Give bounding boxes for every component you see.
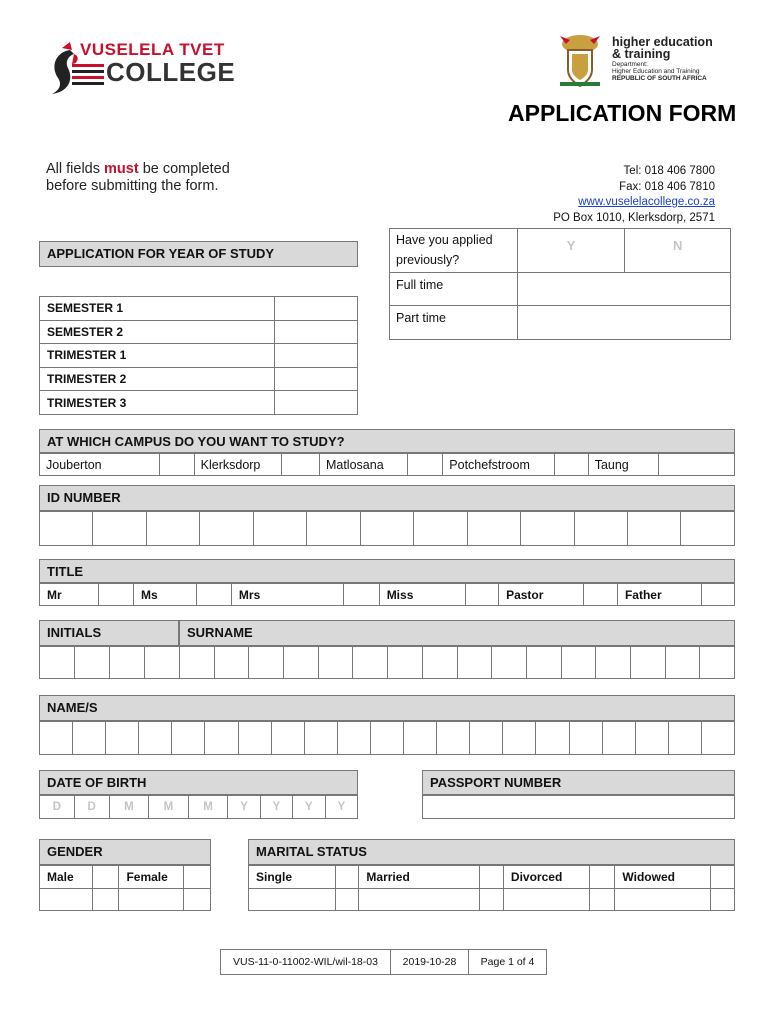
gender-blank — [119, 889, 184, 911]
dob-digit-box[interactable]: M — [149, 796, 189, 819]
marital-option-label: Married — [359, 866, 480, 889]
year-of-study-row — [40, 297, 358, 321]
applied-previously-table — [389, 228, 731, 340]
year-of-study-label: TRIMESTER 1 — [40, 344, 275, 368]
campus-checkbox[interactable] — [160, 454, 194, 476]
title-header: TITLE — [39, 559, 735, 583]
initials-surname-boxes — [39, 646, 735, 679]
marital-blank — [711, 889, 735, 911]
campus-option-label: Matlosana — [319, 454, 407, 476]
surname-letter-box[interactable] — [353, 647, 388, 679]
part-time-box[interactable] — [517, 306, 730, 340]
gender-blank — [92, 889, 119, 911]
initial-box[interactable] — [145, 647, 180, 679]
id-number-header: ID NUMBER — [39, 485, 735, 511]
title-option-label: Ms — [134, 584, 197, 606]
dob-digit-box[interactable]: M — [109, 796, 149, 819]
dob-digit-box[interactable]: D — [74, 796, 109, 819]
full-time-label: Full time — [390, 273, 518, 306]
title-checkbox[interactable] — [702, 584, 735, 606]
campus-option-label: Jouberton — [40, 454, 160, 476]
department-logo — [556, 32, 726, 90]
dept-sub-3: REPUBLIC OF SOUTH AFRICA — [612, 75, 707, 82]
marital-checkbox[interactable] — [480, 866, 504, 889]
marital-blank — [335, 889, 359, 911]
logo-line-2: COLLEGE — [106, 57, 236, 87]
title-option-label: Pastor — [499, 584, 583, 606]
surname-letter-box[interactable] — [284, 647, 319, 679]
id-digit-box[interactable] — [253, 512, 306, 546]
name-letter-box[interactable] — [503, 722, 536, 755]
intro-line-2: before submitting the form. — [46, 178, 219, 194]
initial-box[interactable] — [40, 647, 75, 679]
dob-digit-box[interactable]: Y — [293, 796, 325, 819]
name-letter-box[interactable] — [73, 722, 106, 755]
gender-option-label: Male — [40, 866, 93, 889]
id-digit-box[interactable] — [307, 512, 360, 546]
title-checkbox[interactable] — [583, 584, 617, 606]
year-of-study-checkbox[interactable] — [275, 320, 358, 344]
surname-letter-box[interactable] — [526, 647, 561, 679]
gender-table — [39, 865, 211, 911]
surname-letter-box[interactable] — [180, 647, 215, 679]
dob-digit-box[interactable]: Y — [228, 796, 260, 819]
logo-line-1: VUSELELA TVET — [80, 40, 225, 59]
contact-website-link[interactable]: www.vuselelacollege.co.za — [578, 196, 715, 208]
dept-sub-1: Department: — [612, 61, 648, 68]
logo-stripes — [72, 64, 104, 88]
passport-number-box[interactable] — [422, 795, 735, 819]
year-of-study-checkbox[interactable] — [275, 391, 358, 415]
marital-blank — [359, 889, 480, 911]
initial-box[interactable] — [110, 647, 145, 679]
initial-box[interactable] — [75, 647, 110, 679]
name-letter-box[interactable] — [404, 722, 437, 755]
title-table — [39, 583, 735, 606]
year-of-study-checkbox[interactable] — [275, 367, 358, 391]
year-of-study-table — [39, 296, 358, 415]
id-number-boxes — [39, 511, 735, 546]
year-of-study-label: SEMESTER 2 — [40, 320, 275, 344]
surname-letter-box[interactable] — [318, 647, 353, 679]
id-digit-box[interactable] — [627, 512, 680, 546]
initials-header: INITIALS — [39, 620, 179, 646]
footer-page: Page 1 of 4 — [469, 950, 547, 975]
id-digit-box[interactable] — [681, 512, 735, 546]
name-letter-box[interactable] — [536, 722, 569, 755]
dept-sub-2: Higher Education and Training — [612, 68, 700, 75]
marital-blank — [615, 889, 711, 911]
year-of-study-label: TRIMESTER 3 — [40, 391, 275, 415]
gender-option-label: Female — [119, 866, 184, 889]
dob-digit-box[interactable]: M — [188, 796, 228, 819]
dob-digit-box[interactable]: D — [40, 796, 75, 819]
name-letter-box[interactable] — [470, 722, 503, 755]
surname-letter-box[interactable] — [249, 647, 284, 679]
contact-block — [553, 164, 715, 226]
name-letter-box[interactable] — [139, 722, 172, 755]
title-checkbox[interactable] — [465, 584, 498, 606]
id-digit-box[interactable] — [574, 512, 627, 546]
year-of-study-label: TRIMESTER 2 — [40, 367, 275, 391]
campus-option-label: Potchefstroom — [443, 454, 555, 476]
dob-digit-box[interactable]: Y — [260, 796, 292, 819]
campus-option-label: Klerksdorp — [194, 454, 281, 476]
dob-digit-box[interactable]: Y — [325, 796, 357, 819]
campus-checkbox[interactable] — [659, 454, 735, 476]
intro-emph: must — [104, 161, 139, 177]
footer-doc-code: VUS-11-0-11002-WIL/wil-18-03 — [221, 950, 391, 975]
year-of-study-row — [40, 367, 358, 391]
surname-letter-box[interactable] — [492, 647, 527, 679]
intro-pre: All fields — [46, 161, 105, 177]
id-digit-box[interactable] — [40, 512, 93, 546]
name-letter-box[interactable] — [635, 722, 668, 755]
id-digit-box[interactable] — [146, 512, 199, 546]
gender-blank — [40, 889, 93, 911]
name-letter-box[interactable] — [106, 722, 139, 755]
passport-header: PASSPORT NUMBER — [422, 770, 735, 795]
footer-date: 2019-10-28 — [391, 950, 469, 975]
marital-blank — [503, 889, 589, 911]
footer-table — [220, 949, 547, 975]
marital-option-label: Divorced — [503, 866, 589, 889]
contact-po-box: PO Box 1010, Klerksdorp, 2571 — [553, 211, 715, 224]
contact-fax: Fax: 018 406 7810 — [619, 180, 715, 193]
intro-post: be completed — [138, 161, 230, 177]
marital-checkbox[interactable] — [711, 866, 735, 889]
campus-checkbox[interactable] — [408, 454, 443, 476]
name-letter-box[interactable] — [602, 722, 635, 755]
applied-yes-box[interactable]: Y — [517, 229, 625, 273]
campus-option-label: Taung — [588, 454, 658, 476]
marital-option-label: Widowed — [615, 866, 711, 889]
gender-header: GENDER — [39, 839, 211, 865]
name-letter-box[interactable] — [701, 722, 734, 755]
year-of-study-row — [40, 344, 358, 368]
marital-blank — [249, 889, 336, 911]
names-header: NAME/S — [39, 695, 735, 721]
part-time-label: Part time — [390, 306, 518, 340]
year-of-study-checkbox[interactable] — [275, 344, 358, 368]
campus-table — [39, 453, 735, 476]
contact-tel: Tel: 018 406 7800 — [623, 165, 715, 177]
intro-text — [46, 161, 230, 195]
applied-question-l2: previously? — [396, 253, 460, 267]
name-letter-box[interactable] — [337, 722, 370, 755]
name-letter-box[interactable] — [304, 722, 337, 755]
id-digit-box[interactable] — [200, 512, 253, 546]
year-of-study-row — [40, 391, 358, 415]
surname-letter-box[interactable] — [422, 647, 457, 679]
campus-checkbox[interactable] — [282, 454, 320, 476]
applied-question-l1: Have you applied — [396, 233, 493, 247]
surname-letter-box[interactable] — [596, 647, 631, 679]
dob-boxes — [39, 795, 358, 819]
name-letter-box[interactable] — [205, 722, 238, 755]
marital-header: MARITAL STATUS — [248, 839, 735, 865]
page-title: APPLICATION FORM — [508, 100, 737, 126]
surname-letter-box[interactable] — [665, 647, 700, 679]
id-digit-box[interactable] — [360, 512, 413, 546]
marital-checkbox[interactable] — [590, 866, 615, 889]
name-letter-box[interactable] — [40, 722, 73, 755]
id-digit-box[interactable] — [521, 512, 574, 546]
name-letter-box[interactable] — [238, 722, 271, 755]
applied-no-box[interactable]: N — [625, 229, 731, 273]
campus-header: AT WHICH CAMPUS DO YOU WANT TO STUDY? — [39, 429, 735, 453]
dept-line-1: higher education — [612, 35, 713, 49]
coat-of-arms-icon — [556, 32, 604, 88]
dob-header: DATE OF BIRTH — [39, 770, 358, 795]
marital-checkbox[interactable] — [335, 866, 359, 889]
name-letter-box[interactable] — [271, 722, 304, 755]
id-digit-box[interactable] — [414, 512, 467, 546]
title-option-label: Father — [617, 584, 701, 606]
title-option-label: Miss — [379, 584, 465, 606]
title-checkbox[interactable] — [98, 584, 133, 606]
year-of-study-row — [40, 320, 358, 344]
name-letter-box[interactable] — [668, 722, 701, 755]
surname-letter-box[interactable] — [457, 647, 492, 679]
college-logo — [48, 40, 236, 96]
id-digit-box[interactable] — [93, 512, 146, 546]
marital-blank — [590, 889, 615, 911]
gender-checkbox[interactable] — [184, 866, 211, 889]
full-time-box[interactable] — [517, 273, 730, 306]
name-letter-box[interactable] — [370, 722, 403, 755]
applied-question — [390, 229, 518, 273]
marital-table — [248, 865, 735, 911]
title-option-label: Mr — [40, 584, 99, 606]
year-of-study-header: APPLICATION FOR YEAR OF STUDY — [39, 241, 358, 267]
dept-line-2: & training — [612, 47, 671, 61]
gender-checkbox[interactable] — [92, 866, 119, 889]
surname-letter-box[interactable] — [214, 647, 249, 679]
surname-header: SURNAME — [179, 620, 735, 646]
surname-letter-box[interactable] — [388, 647, 423, 679]
names-boxes — [39, 721, 735, 755]
year-of-study-label: SEMESTER 1 — [40, 297, 275, 321]
title-checkbox[interactable] — [196, 584, 231, 606]
name-letter-box[interactable] — [437, 722, 470, 755]
title-option-label: Mrs — [231, 584, 343, 606]
surname-letter-box[interactable] — [630, 647, 665, 679]
id-digit-box[interactable] — [467, 512, 520, 546]
surname-letter-box[interactable] — [700, 647, 735, 679]
surname-letter-box[interactable] — [561, 647, 596, 679]
name-letter-box[interactable] — [172, 722, 205, 755]
name-letter-box[interactable] — [569, 722, 602, 755]
marital-blank — [480, 889, 504, 911]
year-of-study-checkbox[interactable] — [275, 297, 358, 321]
gender-blank — [184, 889, 211, 911]
marital-option-label: Single — [249, 866, 336, 889]
title-checkbox[interactable] — [344, 584, 379, 606]
campus-checkbox[interactable] — [555, 454, 588, 476]
